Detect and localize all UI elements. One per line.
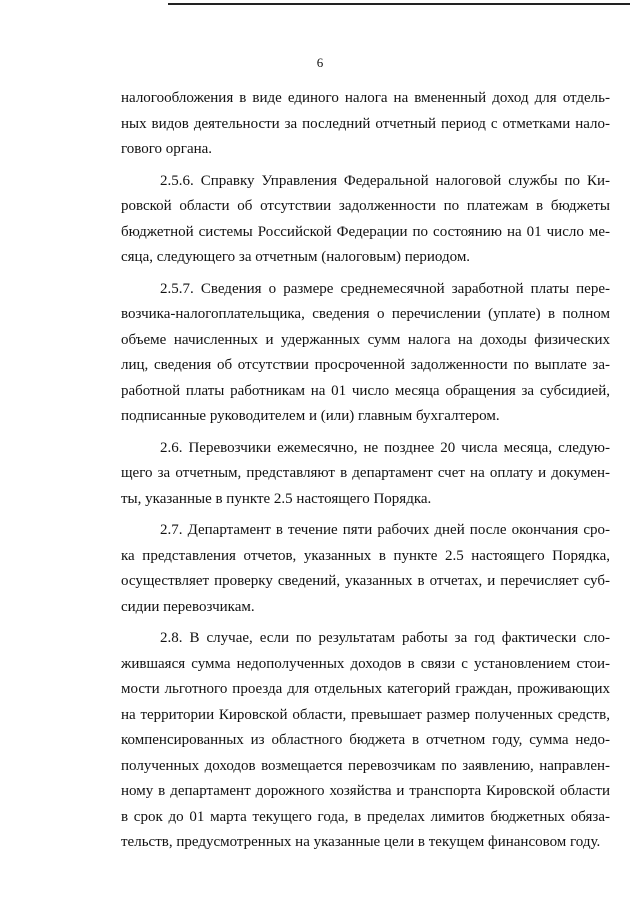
text-line: компенсированных из областного бюджета в отчетном году, сумма недо- [121, 732, 610, 748]
paragraph [121, 436, 610, 513]
text-line: ровской области об отсутствии задолженности по платежам в бюджеты [121, 198, 610, 214]
document-body [121, 86, 610, 856]
text-line: жившаяся сумма недополученных доходов в связи с установлением стои- [121, 655, 610, 672]
text-line: сидии перевозчикам. [121, 598, 255, 615]
text-line: 2.8. В случае, если по результатам работы за год фактически сло- [160, 630, 610, 646]
text-line: объеме начисленных и удержанных сумм налога на доходы физических [121, 331, 610, 348]
top-rule [168, 3, 630, 5]
text-line: ному в департамент дорожного хозяйства и транспорта Кировской области [121, 783, 610, 799]
paragraph [121, 86, 610, 163]
text-line: 2.5.7. Сведения о размере среднемесячной заработной платы пере- [160, 280, 610, 297]
text-line: сяца, следующего за отчетным (налоговым) периодом. [121, 249, 471, 265]
page-number: 6 [316, 55, 324, 70]
paragraph [121, 169, 610, 271]
text-line: 2.5.6. Справку Управления Федеральной налоговой службы по Ки- [160, 172, 610, 189]
text-line: мости льготного проезда для отдельных категорий граждан, проживающих [121, 681, 610, 697]
text-line: возчика-налогоплательщика, сведения о перечислении (уплате) в полном [121, 306, 610, 322]
text-line: бюджетной системы Российской Федерации по состоянию на 01 число ме- [121, 223, 610, 240]
text-line: лиц, сведения об отсутствии просроченной задолженности по выплате за- [121, 357, 610, 373]
text-line: щего за отчетным, представляют в департамент счет на оплату и докумен- [121, 465, 610, 481]
text-line: 2.7. Департамент в течение пяти рабочих дней после окончания сро- [160, 522, 610, 538]
text-line: на территории Кировской области, превышает размер полученных средств, [121, 706, 610, 723]
text-line: подписанные руководителем и (или) главным бухгалтером. [121, 408, 500, 424]
paragraph [121, 626, 610, 856]
text-line: налогообложения в виде единого налога на вмененный доход для отдель- [121, 90, 610, 106]
paragraph [121, 277, 610, 430]
text-line: тельств, предусмотренных на указанные цели в текущем финансовом году. [121, 834, 601, 850]
text-line: ных видов деятельности за последний отчетный период с отметками нало- [121, 115, 610, 132]
text-line: ты, указанные в пункте 2.5 настоящего Порядка. [121, 490, 432, 507]
text-line: работной платы работникам на 01 число месяца обращения за субсидией, [121, 382, 610, 399]
paragraph [121, 518, 610, 620]
text-line: полученных доходов возмещается перевозчикам по заявлению, направлен- [121, 757, 610, 774]
text-line: в срок до 01 марта текущего года, в пределах лимитов бюджетных обяза- [121, 808, 610, 825]
text-line: 2.6. Перевозчики ежемесячно, не позднее 20 числа месяца, следую- [160, 439, 610, 456]
text-line: ка представления отчетов, указанных в пункте 2.5 настоящего Порядка, [121, 547, 610, 564]
text-line: гового органа. [121, 141, 213, 157]
text-line: осуществляет проверку сведений, указанных в отчетах, и перечисляет суб- [121, 573, 610, 589]
